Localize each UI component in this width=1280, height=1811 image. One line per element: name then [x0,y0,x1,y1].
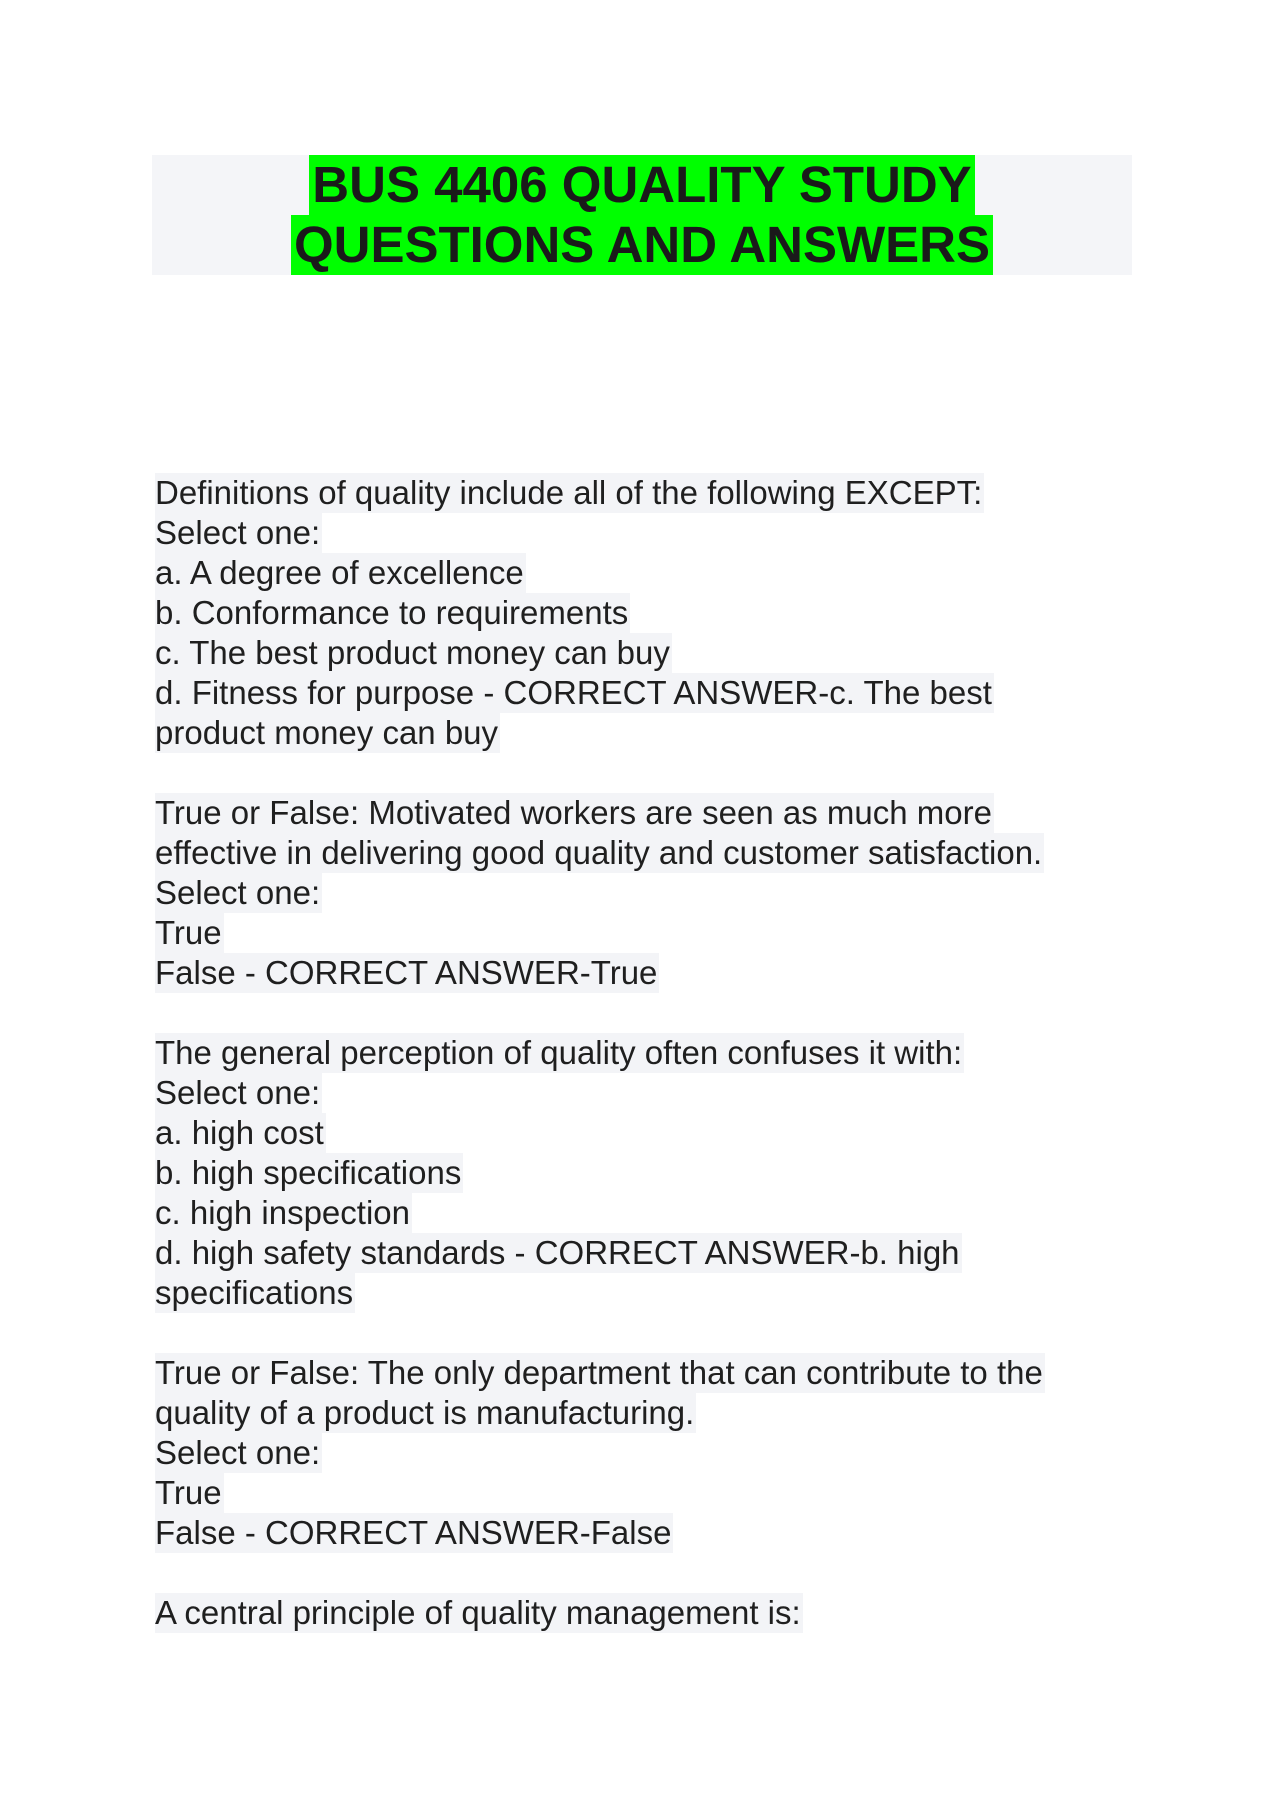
answer-continuation: specifications [155,1274,354,1311]
option-a: a. high cost [155,1114,324,1151]
document-title [152,155,1132,275]
select-one-label: Select one: [155,874,321,911]
option-a: a. A degree of excellence [155,554,524,591]
select-one-label: Select one: [155,1074,321,1111]
option-b: b. high specifications [155,1154,462,1191]
option-false-answer: False - CORRECT ANSWER-True [155,954,658,991]
option-b: b. Conformance to requirements [155,594,629,631]
question-text: The general perception of quality often confuses it with: [155,1034,963,1071]
option-d-answer: d. high safety standards - CORRECT ANSWER-b. high [155,1234,960,1271]
question-text-continuation: effective in delivering good quality and customer satisfaction. [155,834,1043,871]
question-text: Definitions of quality include all of the following EXCEPT: [155,474,983,511]
answer-continuation: product money can buy [155,714,499,751]
title-line-2: QUESTIONS AND ANSWERS [291,215,993,275]
select-one-label: Select one: [155,514,321,551]
option-d-answer: d. Fitness for purpose - CORRECT ANSWER-c. The best [155,674,992,711]
title-line-1: BUS 4406 QUALITY STUDY [309,155,974,215]
question-block-5 [155,1593,1155,1633]
option-true: True [155,1474,222,1511]
option-c: c. high inspection [155,1194,410,1231]
option-false-answer: False - CORRECT ANSWER-False [155,1514,672,1551]
question-text: True or False: Motivated workers are seen as much more [155,794,992,831]
question-block-1 [155,473,1155,753]
question-block-2 [155,793,1155,993]
question-text-continuation: quality of a product is manufacturing. [155,1394,695,1431]
option-c: c. The best product money can buy [155,634,670,671]
question-text: A central principle of quality management is: [155,1594,801,1631]
option-true: True [155,914,222,951]
question-block-4 [155,1353,1155,1553]
question-list [155,473,1155,1673]
question-text: True or False: The only department that can contribute to the [155,1354,1043,1391]
select-one-label: Select one: [155,1434,321,1471]
question-block-3 [155,1033,1155,1313]
